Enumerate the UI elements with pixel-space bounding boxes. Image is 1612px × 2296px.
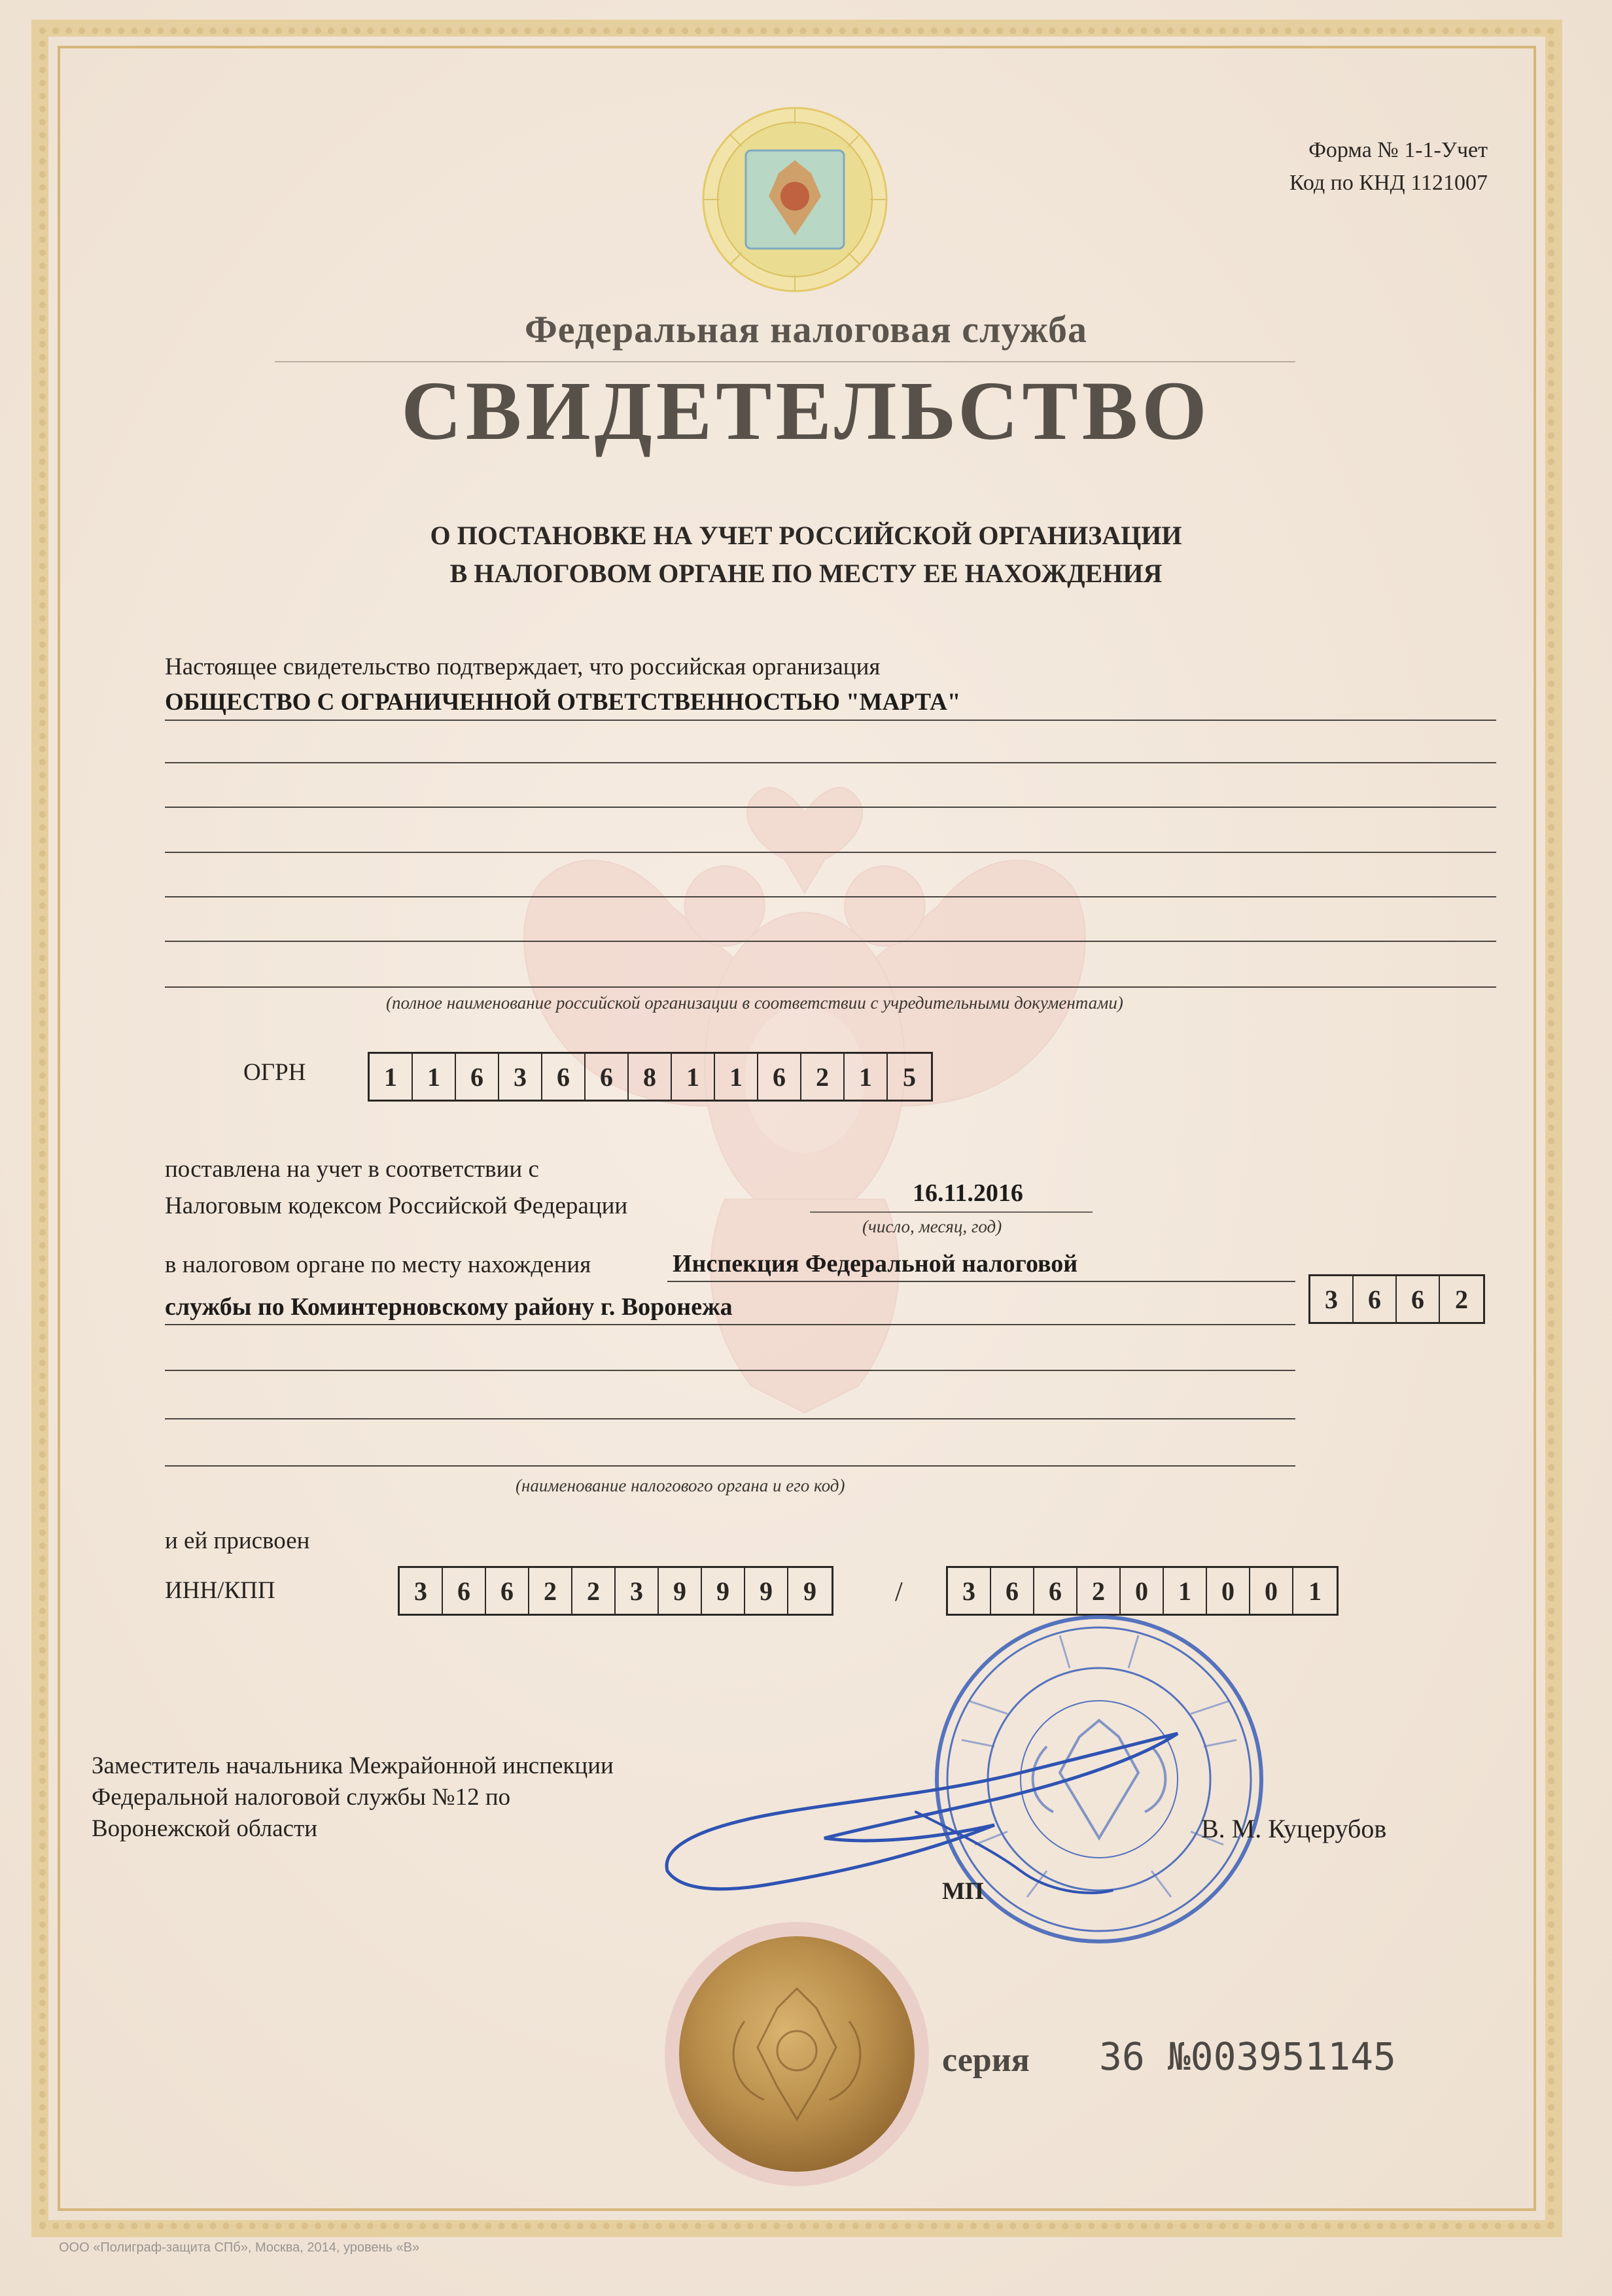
- gold-seal-eagle: [679, 1936, 915, 2172]
- organization-name: ОБЩЕСТВО С ОГРАНИЧЕННОЙ ОТВЕТСТВЕННОСТЬЮ "МАРТА": [165, 689, 961, 716]
- hologram-emblem: [700, 105, 890, 294]
- date-line: [810, 1211, 1093, 1213]
- inn-digit: 3: [400, 1568, 443, 1614]
- ogrn-digit: 6: [586, 1054, 629, 1100]
- tax-authority-intro: в налоговом органе по месту нахождения: [165, 1251, 591, 1278]
- inn-digit: 2: [529, 1568, 572, 1614]
- tax-authority-code-boxes: [1308, 1274, 1485, 1324]
- registration-date: 16.11.2016: [913, 1179, 1023, 1207]
- subtitle-line-1: О ПОСТАНОВКЕ НА УЧЕТ РОССИЙСКОЙ ОРГАНИЗАЦИИ: [430, 521, 1182, 550]
- inn-digit: 9: [659, 1568, 702, 1614]
- ogrn-label: ОГРН: [243, 1059, 306, 1086]
- kpp-boxes: [946, 1566, 1339, 1616]
- fill-line: [667, 1281, 1295, 1282]
- signatory-position-line-1: Заместитель начальника Межрайонной инспекции: [92, 1752, 614, 1779]
- signatory-name: В. М. Куцерубов: [1201, 1814, 1387, 1843]
- registration-line-2: Налоговым кодексом Российской Федерации: [165, 1192, 628, 1219]
- form-number: Форма № 1-1-Учет: [1308, 138, 1488, 162]
- inn-kpp-label: ИНН/КПП: [165, 1577, 275, 1604]
- ogrn-digit: 8: [629, 1054, 672, 1100]
- fill-line: [165, 852, 1496, 853]
- ogrn-digit: 6: [456, 1054, 499, 1100]
- signatory-position: [92, 1750, 614, 1845]
- ogrn-digit: 2: [801, 1054, 845, 1100]
- kpp-digit: 1: [1308, 1576, 1322, 1606]
- ogrn-boxes: [368, 1052, 933, 1102]
- organization-name-caption: (полное наименование российской организации в соответствии с учредительными документами): [386, 993, 1123, 1013]
- fill-line: [165, 1370, 1295, 1371]
- ogrn-digit: 1: [672, 1054, 715, 1100]
- fill-line: [165, 986, 1496, 988]
- fill-line: [165, 1418, 1295, 1419]
- certificate-subtitle: [0, 517, 1612, 593]
- tax-code-digit: 6: [1397, 1276, 1440, 1322]
- knd-code: Код по КНД 1121007: [1289, 171, 1488, 195]
- organization-intro: Настоящее свидетельство подтверждает, что российская организация: [165, 653, 881, 680]
- printer-imprint: ООО «Полиграф-защита СПб», Москва, 2014, уровень «В»: [59, 2240, 420, 2255]
- ogrn-digit: 1: [715, 1054, 758, 1100]
- ogrn-digit: 1: [413, 1054, 456, 1100]
- tax-code-digit: 6: [1354, 1276, 1397, 1322]
- fill-line: [165, 941, 1496, 942]
- tax-authority-name-2: службы по Коминтерновскому району г. Воронежа: [165, 1293, 733, 1321]
- tax-code-digit: 3: [1310, 1276, 1354, 1322]
- fill-line: [165, 1465, 1295, 1467]
- series-label: серия: [942, 2042, 1030, 2079]
- ogrn-digit: 6: [542, 1054, 586, 1100]
- kpp-digit: 2: [1078, 1568, 1121, 1614]
- tax-authority-caption: (наименование налогового органа и его код): [516, 1476, 845, 1495]
- assignment-label: и ей присвоен: [165, 1527, 310, 1554]
- inn-digit: 9: [702, 1568, 745, 1614]
- fill-line: [165, 807, 1496, 808]
- kpp-digit: 6: [991, 1568, 1034, 1614]
- signatory-position-line-2: Федеральной налоговой службы №12 по: [92, 1784, 511, 1811]
- date-caption: (число, месяц, год): [862, 1217, 1002, 1236]
- fill-line: [165, 762, 1496, 763]
- inn-digit: 2: [572, 1568, 616, 1614]
- ogrn-digit: 5: [903, 1062, 916, 1092]
- service-name: Федеральная налоговая служба: [524, 308, 1088, 351]
- inn-digit: 6: [486, 1568, 529, 1614]
- inn-digit: 3: [616, 1568, 659, 1614]
- ogrn-digit: 1: [845, 1054, 888, 1100]
- header-rule: [275, 361, 1295, 362]
- seal-place-label: МП: [942, 1878, 984, 1905]
- gold-seal: [679, 1936, 915, 2172]
- inn-kpp-separator: /: [895, 1577, 903, 1607]
- inn-digit: 9: [745, 1568, 788, 1614]
- certificate-title: СВИДЕТЕЛЬСТВО: [401, 364, 1211, 457]
- kpp-digit: 0: [1250, 1568, 1293, 1614]
- ogrn-digit: 1: [370, 1054, 413, 1100]
- fill-line: [165, 896, 1496, 897]
- signatory-position-line-3: Воронежской области: [92, 1815, 318, 1842]
- inn-digit: 6: [443, 1568, 486, 1614]
- kpp-digit: 1: [1164, 1568, 1207, 1614]
- kpp-digit: 0: [1207, 1568, 1250, 1614]
- inn-digit: 9: [803, 1576, 816, 1606]
- registration-line-1: поставлена на учет в соответствии с: [165, 1156, 539, 1183]
- kpp-digit: 3: [948, 1568, 991, 1614]
- inn-boxes: [398, 1566, 833, 1616]
- fill-line: [165, 720, 1496, 721]
- kpp-digit: 0: [1121, 1568, 1164, 1614]
- form-codes: [1289, 134, 1488, 200]
- ogrn-digit: 6: [758, 1054, 801, 1100]
- tax-code-digit: 2: [1455, 1284, 1468, 1314]
- series-number: 36 №003951145: [1099, 2034, 1396, 2079]
- tax-authority-name-1: Инспекция Федеральной налоговой: [673, 1250, 1078, 1278]
- ogrn-digit: 3: [499, 1054, 542, 1100]
- kpp-digit: 6: [1034, 1568, 1078, 1614]
- subtitle-line-2: В НАЛОГОВОМ ОРГАНЕ ПО МЕСТУ ЕЕ НАХОЖДЕНИЯ: [449, 559, 1163, 588]
- fill-line: [165, 1324, 1295, 1325]
